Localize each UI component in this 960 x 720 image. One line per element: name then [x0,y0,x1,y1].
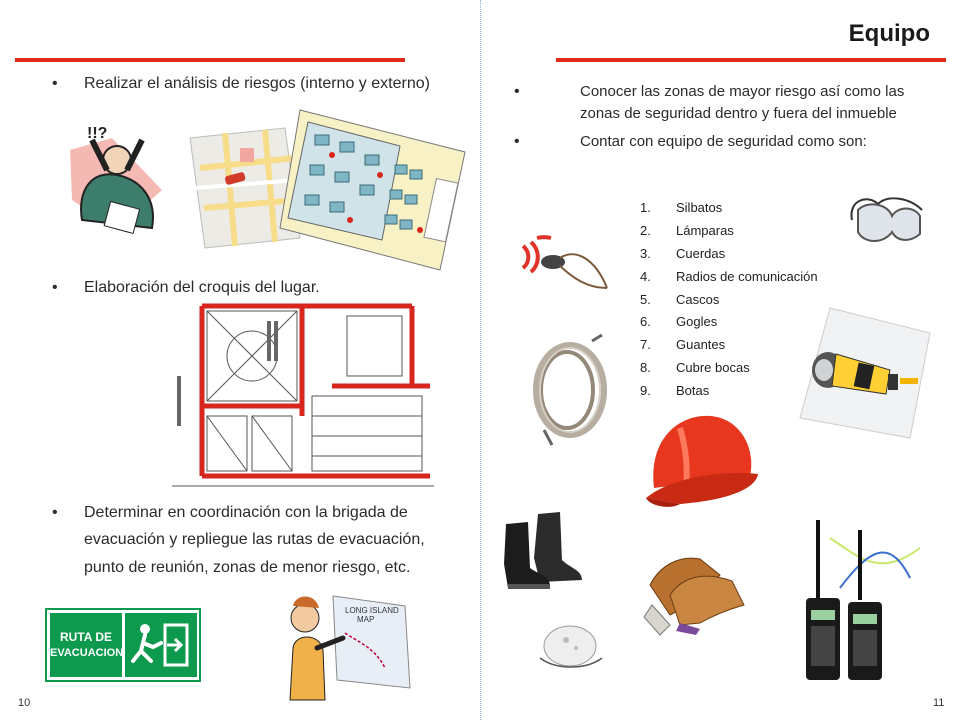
item-label: Cascos [676,291,720,307]
item-label: Gogles [676,314,718,330]
bullet-text: Realizar el análisis de riesgos (interno y externo) [84,75,430,92]
page-title: Equipo [848,20,930,47]
item-label: Botas [676,383,710,399]
list-item [640,223,818,246]
left-bullet-3-line-2: evacuación y repliegue las rutas de evacuación, [84,531,425,548]
person-with-map-illustration [285,588,415,700]
item-number: 4. [640,268,651,284]
sign-line-1: RUTA DE [60,630,112,644]
svg-text:!!?: !!? [87,125,108,142]
map-title-line-2: MAP [357,615,375,624]
boots-image [500,510,585,590]
right-bullet-1-line-2: zonas de seguridad dentro y fuera del inmueble [580,105,897,122]
flashlight-image [800,308,930,438]
right-page-number: 11 [933,697,945,709]
left-page-number: 10 [18,697,31,709]
list-item [640,292,818,315]
item-number: 2. [640,222,651,238]
left-header-rule [15,58,405,62]
whistle-image [515,228,615,298]
bullet-dot: • [52,75,58,92]
bullet-dot: • [514,83,520,100]
list-item [640,337,818,360]
map-title-line-1: LONG ISLAND [345,606,399,615]
building-sketch-image [172,296,434,496]
item-label: Silbatos [676,200,723,215]
item-label: Radios de comunicación [676,268,818,284]
list-item [640,269,818,292]
evacuation-route-sign [45,608,201,682]
bullet-text: Conocer las zonas de mayor riesgo así como las [580,83,905,100]
sign-icon-panel [125,613,197,677]
page-divider [480,0,481,720]
sign-line-2: EVACUACION [50,647,124,659]
stressed-person-illustration [62,120,172,240]
radios-image [800,518,925,683]
face-mask-image [536,618,606,674]
item-number: 9. [640,383,651,399]
right-header-rule [556,58,946,62]
bullet-text: Determinar en coordinación con la brigada de [84,504,408,521]
list-item [640,383,818,406]
item-number: 3. [640,245,651,261]
item-label: Guantes [676,337,726,353]
left-bullet-3-line-3: punto de reunión, zonas de menor riesgo, etc. [84,559,411,576]
list-item [640,246,818,269]
equipment-list [640,200,818,406]
item-number: 1. [640,200,651,215]
list-item [640,200,818,223]
item-number: 5. [640,291,651,307]
hard-hat-image [640,408,760,513]
bullet-dot: • [52,504,58,521]
item-number: 8. [640,360,651,376]
list-item [640,314,818,337]
item-label: Cuerdas [676,245,726,261]
running-man-exit-icon [131,621,191,669]
office-floorplan-image [280,110,465,270]
item-number: 6. [640,314,651,330]
bullet-text: Contar con equipo de seguridad como son: [580,133,867,150]
item-number: 7. [640,337,651,353]
rope-image [522,335,612,445]
item-label: Lámparas [676,222,734,238]
goggles-image [848,190,928,250]
bullet-text: Elaboración del croquis del lugar. [84,279,320,296]
bullet-dot: • [52,279,58,296]
gloves-image [640,545,750,635]
bullet-dot: • [514,133,520,150]
sign-text-panel [50,613,122,677]
list-item [640,360,818,383]
item-label: Cubre bocas [676,360,750,376]
